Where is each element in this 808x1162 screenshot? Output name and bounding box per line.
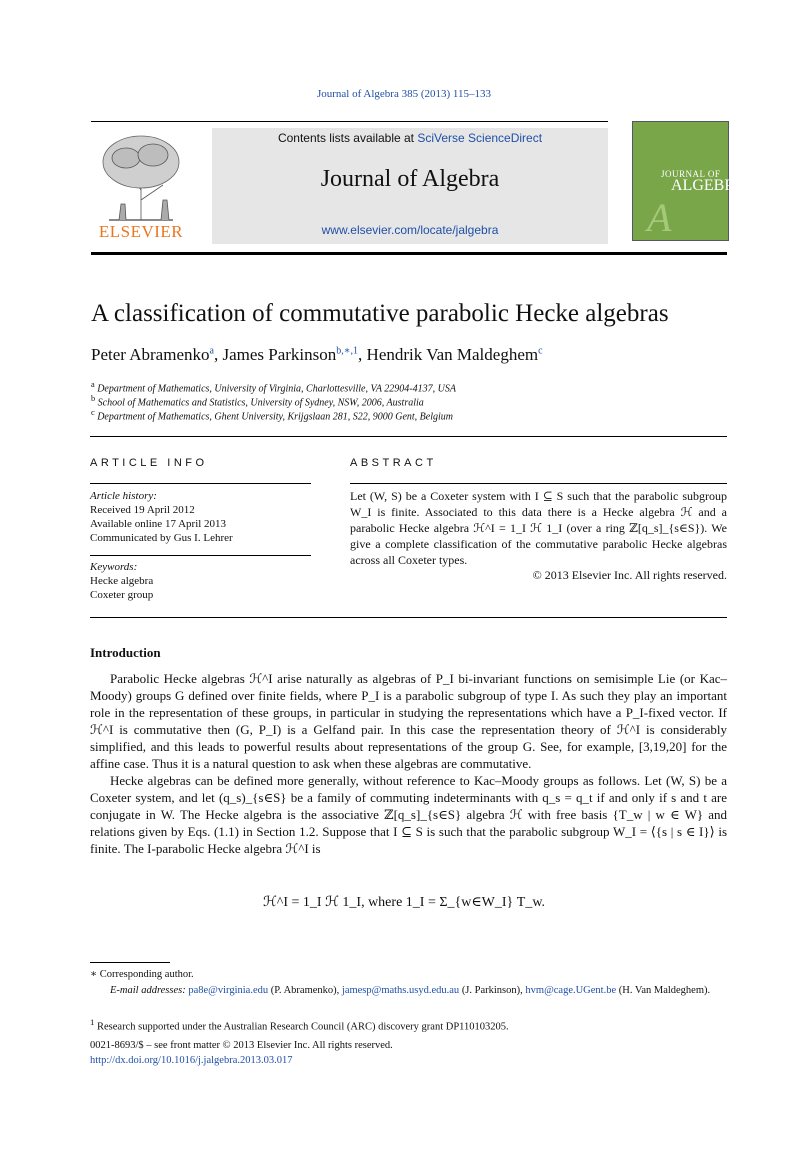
cover-title-small: JOURNAL OF [661, 169, 721, 179]
doi-link[interactable]: http://dx.doi.org/10.1016/j.jalgebra.2013.03.017 [90, 1055, 293, 1066]
affiliation-mark: b [91, 394, 96, 403]
affiliation-text: Department of Mathematics, Ghent University, Krijgslaan 281, S22, 9000 Gent, Belgium [97, 411, 453, 423]
introduction-heading: Introduction [90, 645, 161, 660]
keywords-block [90, 560, 153, 602]
article-info-heading: ARTICLE INFO [90, 457, 208, 469]
affiliation [91, 394, 424, 408]
abstract-copyright: © 2013 Elsevier Inc. All rights reserved. [532, 568, 727, 582]
issn-line: 0021-8693/$ – see front matter © 2013 Elsevier Inc. All rights reserved. [90, 1040, 393, 1051]
keywords-label: Keywords: [90, 561, 138, 573]
received-date: Received 19 April 2012 [90, 504, 195, 516]
affiliation [91, 380, 456, 394]
keywords-rule [90, 555, 311, 556]
intro-paragraph: Parabolic Hecke algebras ℋ^I arise naturally as algebras of P_I bi-invariant functions on semisimple Lie (or Kac–Moody) groups G defined over finite fields, where P_I is a parabolic subgroup of type I. As such they play an important role in the representation of these groups, in particular in studying the representations which have a P_I-fixed vector. If ℋ^I is commutative then (G, P_I) is a Gelfand pair. In this case the representation theory of ℋ^I is considerably simplified, and this leads to powerful results about representations of the group G. See, for example, [3,19,20] for the affine case. Thus it is a natural question to ask when these algebras are commutative. [90, 671, 727, 771]
footnote-rule [90, 962, 170, 963]
email-link[interactable]: pa8e@virginia.edu [188, 985, 269, 996]
contents-line [212, 131, 608, 145]
affiliation-text: School of Mathematics and Statistics, University of Sydney, NSW, 2006, Australia [97, 397, 424, 409]
abstract-bottom-rule [90, 617, 727, 618]
contents-prefix: Contents lists available at [277, 131, 418, 145]
history-label: Article history: [90, 490, 157, 502]
footnote-funding [90, 1015, 727, 1035]
footnote-text: Research supported under the Australian Research Council (ARC) discovery grant DP110103205. [97, 1021, 509, 1033]
email-owner: (H. Van Maldeghem). [618, 985, 711, 996]
publisher-wordmark: ELSEVIER [98, 222, 184, 241]
sciencedirect-link[interactable]: SciVerse ScienceDirect [417, 131, 543, 145]
header-top-rule [91, 121, 608, 122]
abstract-heading: ABSTRACT [350, 457, 437, 469]
introduction-body [90, 670, 727, 857]
author-mark[interactable]: c [538, 345, 543, 357]
display-equation: ℋ^I = 1_I ℋ 1_I, where 1_I = Σ_{w∈W_I} T_w. [262, 895, 546, 910]
footnote-text: Corresponding author. [99, 969, 194, 980]
email-label: E-mail addresses: [110, 985, 186, 996]
email-owner: (J. Parkinson), [461, 985, 523, 996]
journal-reference-link[interactable]: Journal of Algebra 385 (2013) 115–133 [316, 88, 492, 100]
journal-name: Journal of Algebra [320, 166, 500, 192]
author-list: Peter Abramenko$^a$, James Parkinson$^{b,∗,1}$, Hendrik Van Maldeghem$^c$ [91, 345, 543, 364]
cover-letter: A [647, 195, 672, 240]
abstract-rule [350, 483, 727, 484]
footnote-mark: 1 [90, 1017, 95, 1027]
available-date: Available online 17 April 2013 [90, 518, 227, 530]
keyword: Coxeter group [90, 589, 154, 601]
author-mark[interactable]: b,∗,1 [336, 345, 359, 357]
email-link[interactable]: hvm@cage.UGent.be [525, 985, 617, 996]
author-name: James Parkinson [222, 345, 337, 364]
footnote-mark: ∗ [90, 969, 98, 980]
email-link[interactable]: jamesp@maths.usyd.edu.au [341, 985, 460, 996]
affiliation-text: Department of Mathematics, University of Virginia, Charlottesville, VA 22904-4137, USA [97, 383, 456, 395]
abstract-text: Let (W, S) be a Coxeter system with I ⊆ S such that the parabolic subgroup W_I is finite. Associated to this data there is a Hecke algebra ℋ and a parabolic Hecke algebra ℋ^I = 1_I ℋ 1_I (over a ring ℤ[q_s]_{s∈S}). We give a complete classification of the commutative parabolic Hecke algebras across all Coxeter types. [350, 489, 727, 567]
article-title: A classification of commutative parabolic Hecke algebras [91, 300, 669, 327]
intro-paragraph: Hecke algebras can be defined more generally, without reference to Kac–Moody groups as follows. Let (W, S) be a Coxeter system, and let (q_s)_{s∈S} be a family of commuting indeterminants with q_s = q_t if and only if s and t are conjugate in W. The Hecke algebra is the associative ℤ[q_s]_{s∈S} algebra ℋ with free basis {T_w | w ∈ W} and relations given by Eqs. (1.1) in Section 1.2. Suppose that I ⊆ S is such that the parabolic subgroup W_I = ⟨{s | s ∈ I}⟩ is finite. The I-parabolic Hecke algebra ℋ^I is [90, 773, 727, 856]
title-divider [90, 436, 727, 437]
journal-cover-thumbnail [632, 121, 747, 241]
communicated-by: Communicated by Gus I. Lehrer [90, 532, 233, 544]
cover-title-big: ALGEBRA [671, 177, 747, 194]
journal-url-link[interactable]: www.elsevier.com/locate/jalgebra [321, 223, 499, 237]
author-mark[interactable]: a [209, 345, 214, 357]
affiliation [91, 408, 453, 422]
author-name: Peter Abramenko [91, 345, 210, 364]
article-info-rule [90, 483, 311, 484]
author-name: Hendrik Van Maldeghem [366, 345, 539, 364]
header-bottom-rule [91, 252, 727, 255]
email-owner: (P. Abramenko), [270, 985, 340, 996]
keyword: Hecke algebra [90, 575, 154, 587]
article-history [90, 489, 233, 545]
footnote-corresponding [90, 968, 727, 982]
footnote-emails [90, 984, 727, 998]
affiliation-mark: a [91, 380, 95, 389]
affiliation-mark: c [91, 408, 95, 417]
